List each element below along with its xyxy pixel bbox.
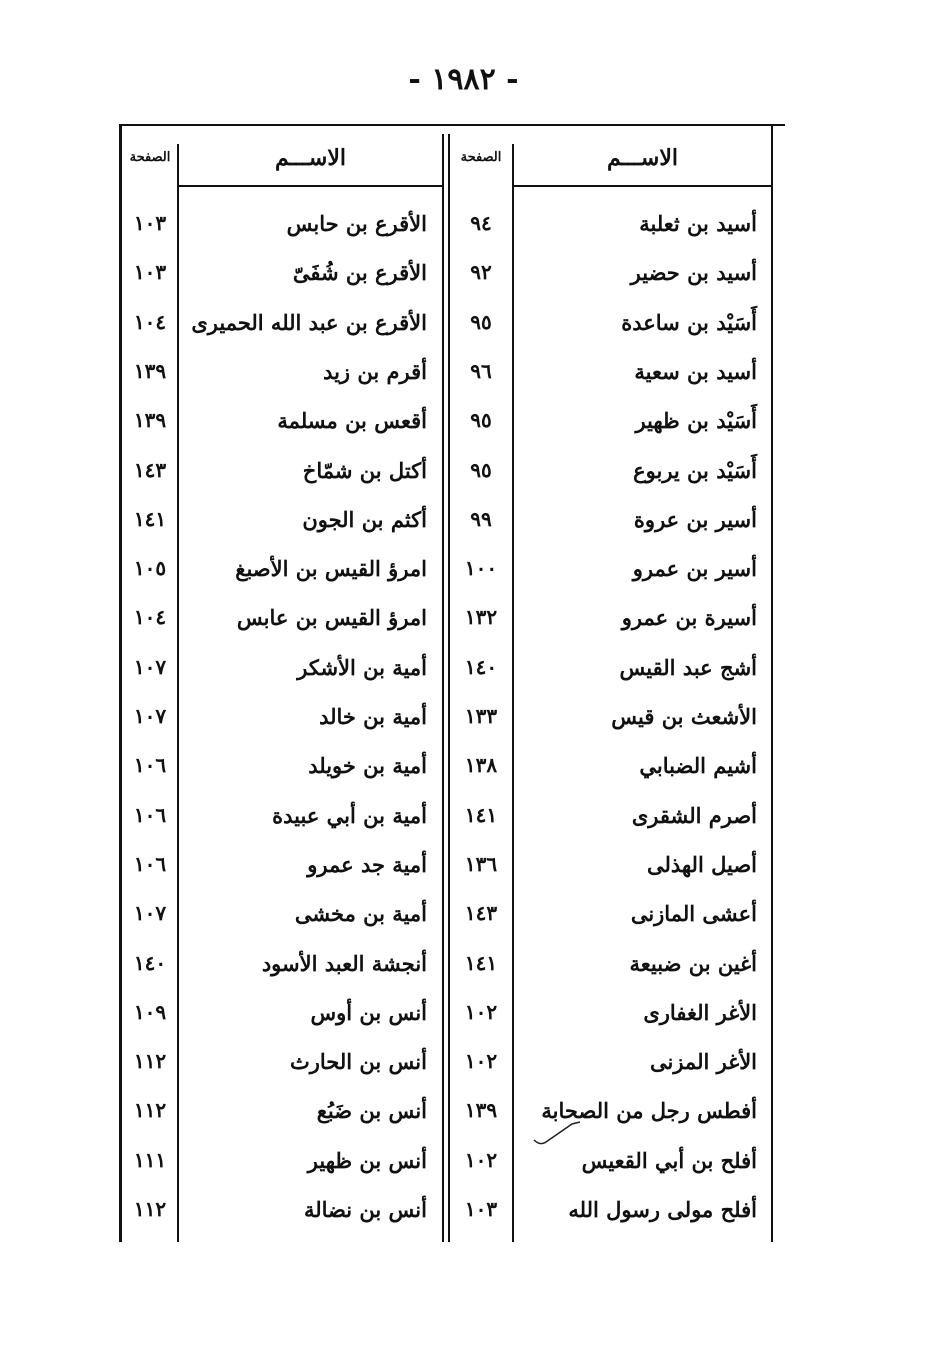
- left-entry-name: أقعس بن مسلمة: [277, 408, 427, 433]
- right-entry-name: أغين بن ضبيعة: [629, 951, 757, 976]
- right-entry-page: ١٤٠: [464, 655, 498, 679]
- right-entry-page: ١٤٣: [464, 901, 498, 925]
- left-entry-name: الأقرع بن حابس: [286, 211, 427, 236]
- right-entry-name: أسير بن عروة: [633, 507, 757, 532]
- left-entry-page: ١٠٣: [133, 260, 167, 284]
- right-entry-name: الأشعث بن قيس: [611, 704, 757, 729]
- right-entry-page: ٩٤: [470, 211, 492, 235]
- right-entry-page: ١٠٢: [464, 1148, 498, 1172]
- left-entry-page: ١٣٩: [133, 408, 167, 432]
- right-entry-name: أسير بن عمرو: [632, 556, 757, 581]
- left-entry-name: أنس بن أوس: [310, 1000, 427, 1025]
- left-entry-page: ١٠٧: [133, 901, 167, 925]
- left-entry-name: أمية بن خالد: [319, 704, 427, 729]
- right-entry-name: أفطس رجل من الصحابة: [541, 1098, 757, 1123]
- table-left-page-divider: [177, 144, 179, 1242]
- right-entry-name: أسيد بن ثعلبة: [639, 211, 757, 236]
- right-entry-name: أفلح بن أبي القعيس: [581, 1148, 757, 1173]
- right-entry-page: ٩٥: [470, 310, 492, 334]
- right-entry-name: أصرم الشقرى: [631, 803, 757, 828]
- left-entry-page: ١٠٧: [133, 655, 167, 679]
- left-entry-name: امرؤ القيس بن الأصبغ: [235, 556, 427, 581]
- right-entry-page: ٩٥: [470, 458, 492, 482]
- left-entry-name: أنس بن نضالة: [303, 1197, 427, 1222]
- right-entry-page: ١٣٢: [464, 605, 498, 629]
- right-entry-name: أَسَيْد بن يربوع: [633, 458, 757, 483]
- left-entry-name: الأقرع بن شُفَىّ: [292, 260, 427, 285]
- header-underline-left: [179, 185, 442, 187]
- left-name-header: الاســـم: [274, 145, 347, 171]
- header-underline-right: [514, 185, 771, 187]
- left-entry-name: امرؤ القيس بن عابس: [236, 605, 427, 630]
- right-entry-name: أشج عبد القيس: [619, 655, 757, 680]
- left-entry-name: أكثم بن الجون: [302, 507, 427, 532]
- left-entry-page: ١٠٧: [133, 704, 167, 728]
- left-entry-name: أقرم بن زيد: [323, 359, 427, 384]
- left-entry-name: أمية بن خويلد: [308, 753, 427, 778]
- left-entry-page: ١٠٦: [133, 852, 167, 876]
- right-entry-name: أفلح مولى رسول الله: [568, 1197, 757, 1222]
- left-entry-page: ١٤٠: [133, 951, 167, 975]
- left-entry-page: ١٤٣: [133, 458, 167, 482]
- right-entry-name: أسيرة بن عمرو: [621, 605, 757, 630]
- right-entry-name: أسيد بن سعية: [634, 359, 757, 384]
- right-entry-name: أصيل الهذلى: [646, 852, 757, 877]
- left-entry-page: ١٠٦: [133, 803, 167, 827]
- right-name-header: الاســـم: [606, 145, 679, 171]
- right-entry-page: ١٠٣: [464, 1197, 498, 1221]
- left-entry-name: الأقرع بن عبد الله الحميرى: [191, 310, 427, 335]
- left-entry-page: ١٠٤: [133, 310, 167, 334]
- left-entry-name: أمية جد عمرو: [307, 852, 427, 877]
- page-number: - ١٩٨٢ -: [408, 62, 519, 97]
- table-center-divider-a: [442, 134, 444, 1242]
- left-entry-name: أنس بن ضَبُع: [316, 1098, 427, 1123]
- right-entry-page: ٩٦: [470, 359, 492, 383]
- left-entry-name: أكتل بن شمّاخ: [302, 458, 427, 483]
- left-entry-page: ١١٢: [133, 1098, 167, 1122]
- left-entry-page: ١٠٦: [133, 753, 167, 777]
- left-entry-page: ١٤١: [133, 507, 167, 531]
- right-entry-name: الأغر الغفارى: [643, 1000, 757, 1025]
- left-page-header: الصفحة: [129, 150, 171, 165]
- right-entry-page: ١٣٩: [464, 1098, 498, 1122]
- right-entry-page: ٩٢: [470, 260, 492, 284]
- right-entry-page: ١٤١: [464, 803, 498, 827]
- right-entry-page: ١٤١: [464, 951, 498, 975]
- left-entry-page: ١٠٥: [133, 556, 167, 580]
- left-entry-name: أنس بن الحارث: [289, 1049, 427, 1074]
- table-left-border: [119, 124, 122, 1242]
- left-entry-page: ١٣٩: [133, 359, 167, 383]
- left-entry-name: أمية بن الأشكر: [297, 655, 427, 680]
- right-entry-name: الأغر المزنى: [650, 1049, 757, 1074]
- right-entry-name: أسيد بن حضير: [630, 260, 757, 285]
- index-table: [117, 124, 785, 1242]
- left-entry-page: ١١٢: [133, 1197, 167, 1221]
- left-entry-page: ١١٢: [133, 1049, 167, 1073]
- right-entry-page: ٩٥: [470, 408, 492, 432]
- left-entry-page: ١٠٩: [133, 1000, 167, 1024]
- right-entry-name: أشيم الضبابي: [639, 753, 757, 778]
- left-entry-name: أنجشة العبد الأسود: [261, 951, 427, 976]
- right-entry-page: ١٠٢: [464, 1000, 498, 1024]
- right-entry-name: أَسَيْد بن ظهير: [635, 408, 757, 433]
- left-entry-name: أنس بن ظهير: [307, 1148, 427, 1173]
- right-entry-page: ١٠٢: [464, 1049, 498, 1073]
- table-right-page-divider: [512, 144, 514, 1242]
- right-entry-page: ١٣٣: [464, 704, 498, 728]
- handwritten-check-mark: [532, 1118, 582, 1148]
- right-entry-page: ٩٩: [470, 507, 492, 531]
- left-entry-page: ١٠٤: [133, 605, 167, 629]
- right-entry-name: أعشى المازنى: [630, 901, 757, 926]
- table-top-rule: [119, 124, 785, 126]
- right-entry-page: ١٠٠: [464, 556, 498, 580]
- left-entry-page: ١١١: [133, 1148, 167, 1172]
- right-page-header: الصفحة: [460, 150, 502, 165]
- right-entry-page: ١٣٦: [464, 852, 498, 876]
- left-entry-name: أمية بن أبي عبيدة: [272, 803, 427, 828]
- right-entry-page: ١٣٨: [464, 753, 498, 777]
- table-right-border: [771, 124, 773, 1242]
- left-entry-page: ١٠٣: [133, 211, 167, 235]
- right-entry-name: أَسَيْد بن ساعدة: [621, 310, 757, 335]
- left-entry-name: أمية بن مخشى: [294, 901, 427, 926]
